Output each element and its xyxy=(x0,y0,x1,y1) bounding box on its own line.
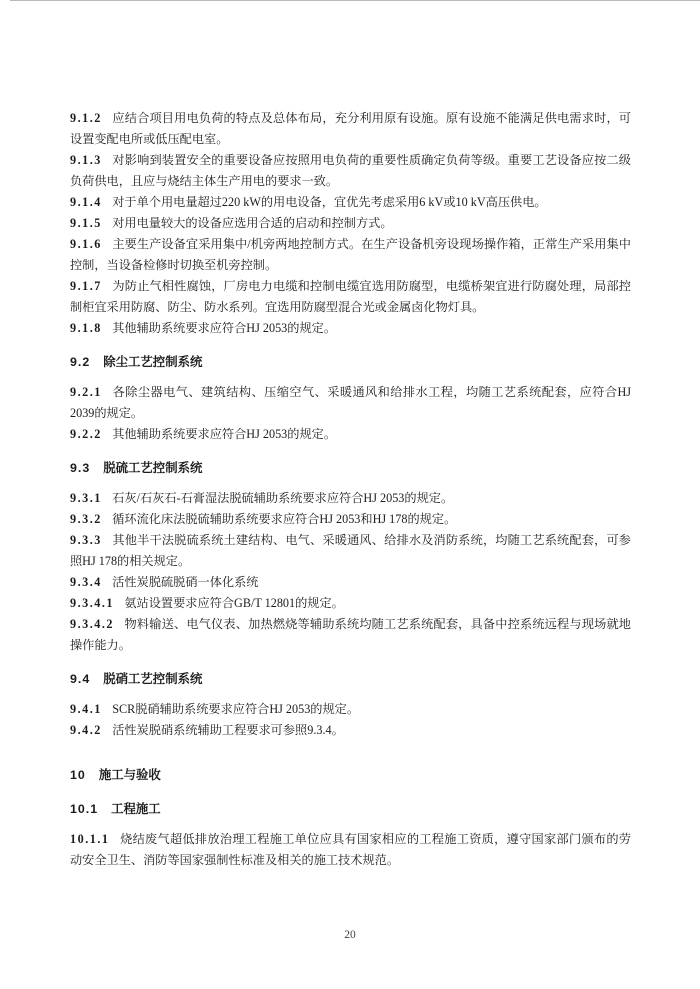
clause-text: 主要生产设备宜采用集中/机旁两地控制方式。在生产设备机旁设现场操作箱，正常生产采用集中控制，当设备检修时切换至机旁控制。 xyxy=(70,237,631,272)
section-9-3 xyxy=(70,458,631,479)
clause-text: 循环流化床法脱硫辅助系统要求应符合HJ 2053和HJ 178的规定。 xyxy=(112,512,457,526)
clause-9-1-6 xyxy=(70,234,631,276)
clause-9-1-2 xyxy=(70,108,631,150)
clause-number: 9.1.4 xyxy=(70,195,102,209)
clause-text: 其他辅助系统要求应符合HJ 2053的规定。 xyxy=(112,427,337,441)
clause-text: 活性炭脱硝系统辅助工程要求可参照9.3.4。 xyxy=(112,723,344,737)
clause-text: 物料输送、电气仪表、加热燃烧等辅助系统均随工艺系统配套，具备中控系统远程与现场就地操作能力。 xyxy=(70,617,631,652)
clause-number: 9.2.1 xyxy=(70,385,102,399)
clause-9-1-8 xyxy=(70,318,631,339)
clause-number: 9.1.8 xyxy=(70,321,102,335)
clause-9-2-2 xyxy=(70,424,631,445)
heading-text: 脱硝工艺控制系统 xyxy=(103,672,203,686)
clause-9-3-2 xyxy=(70,509,631,530)
heading-number: 10.1 xyxy=(70,802,99,816)
clause-number: 9.4.2 xyxy=(70,723,102,737)
document-body xyxy=(70,108,631,871)
heading-number: 9.4 xyxy=(70,672,91,686)
clause-number: 9.4.1 xyxy=(70,702,102,716)
clause-9-4-1 xyxy=(70,699,631,720)
clause-text: 对影响到装置安全的重要设备应按照用电负荷的重要性质确定负荷等级。重要工艺设备应按二级负荷供电，且应与烧结主体生产用电的要求一致。 xyxy=(70,153,631,188)
clause-text: 为防止气相性腐蚀，厂房电力电缆和控制电缆宜选用防腐型，电缆桥架宜进行防腐处理，局部控制柜宜采用防腐、防尘、防水系列。宜选用防腐型混合光或金属卤化物灯具。 xyxy=(70,279,631,314)
heading-text: 工程施工 xyxy=(111,802,161,816)
clause-9-4-2 xyxy=(70,720,631,741)
clause-number: 9.1.5 xyxy=(70,216,102,230)
section-9-4 xyxy=(70,669,631,690)
clause-9-2-1 xyxy=(70,382,631,424)
clause-number: 9.3.2 xyxy=(70,512,102,526)
section-9-2 xyxy=(70,352,631,373)
clause-9-3-3 xyxy=(70,530,631,572)
clause-number: 9.1.3 xyxy=(70,153,102,167)
clause-number: 9.1.2 xyxy=(70,111,102,125)
clause-9-3-4-2 xyxy=(70,614,631,656)
heading-text: 施工与验收 xyxy=(98,768,161,782)
clause-number: 9.3.4.1 xyxy=(70,596,115,610)
heading-text: 除尘工艺控制系统 xyxy=(103,355,203,369)
page-number: 20 xyxy=(344,929,356,941)
clause-number: 9.1.6 xyxy=(70,237,102,251)
heading-text: 脱硫工艺控制系统 xyxy=(103,461,203,475)
clause-text: 烧结废气超低排放治理工程施工单位应具有国家相应的工程施工资质，遵守国家部门颁布的劳动安全卫生、消防等国家强制性标准及相关的施工技术规范。 xyxy=(70,832,631,867)
heading-number: 10 xyxy=(70,768,86,782)
clause-text: 氨站设置要求应符合GB/T 12801的规定。 xyxy=(124,596,344,610)
clause-9-3-4-1 xyxy=(70,593,631,614)
clause-text: 对于单个用电量超过220 kW的用电设备，宜优先考虑采用6 kV或10 kV高压供电。 xyxy=(112,195,547,209)
scan-artifact-line xyxy=(10,0,700,1)
clause-text: 应结合项目用电负荷的特点及总体布局，充分利用原有设施。原有设施不能满足供电需求时，可设置变配电所或低压配电室。 xyxy=(70,111,631,146)
chapter-10 xyxy=(70,765,631,786)
clause-number: 10.1.1 xyxy=(70,832,110,846)
section-10-1 xyxy=(70,799,631,820)
clause-10-1-1 xyxy=(70,829,631,871)
clause-text: 对用电量较大的设备应选用合适的启动和控制方式。 xyxy=(112,216,393,230)
clause-9-3-4 xyxy=(70,572,631,593)
heading-number: 9.2 xyxy=(70,355,91,369)
clause-9-1-3 xyxy=(70,150,631,192)
clause-number: 9.3.1 xyxy=(70,491,102,505)
heading-number: 9.3 xyxy=(70,461,91,475)
clause-text: 其他半干法脱硫系统土建结构、电气、采暖通风、给排水及消防系统，均随工艺系统配套，可参照HJ 178的相关规定。 xyxy=(70,533,631,568)
clause-number: 9.3.4.2 xyxy=(70,617,115,631)
clause-text: SCR脱硝辅助系统要求应符合HJ 2053的规定。 xyxy=(112,702,360,716)
clause-text: 石灰/石灰石-石膏湿法脱硫辅助系统要求应符合HJ 2053的规定。 xyxy=(112,491,454,505)
clause-number: 9.3.4 xyxy=(70,575,102,589)
clause-text: 其他辅助系统要求应符合HJ 2053的规定。 xyxy=(112,321,337,335)
clause-number: 9.1.7 xyxy=(70,279,102,293)
clause-9-1-7 xyxy=(70,276,631,318)
clause-number: 9.3.3 xyxy=(70,533,102,547)
clause-9-3-1 xyxy=(70,488,631,509)
clause-9-1-5 xyxy=(70,213,631,234)
clause-number: 9.2.2 xyxy=(70,427,102,441)
clause-text: 各除尘器电气、建筑结构、压缩空气、采暖通风和给排水工程，均随工艺系统配套，应符合HJ 2039的规定。 xyxy=(70,385,631,420)
clause-9-1-4 xyxy=(70,192,631,213)
clause-text: 活性炭脱硫脱硝一体化系统 xyxy=(112,575,259,589)
